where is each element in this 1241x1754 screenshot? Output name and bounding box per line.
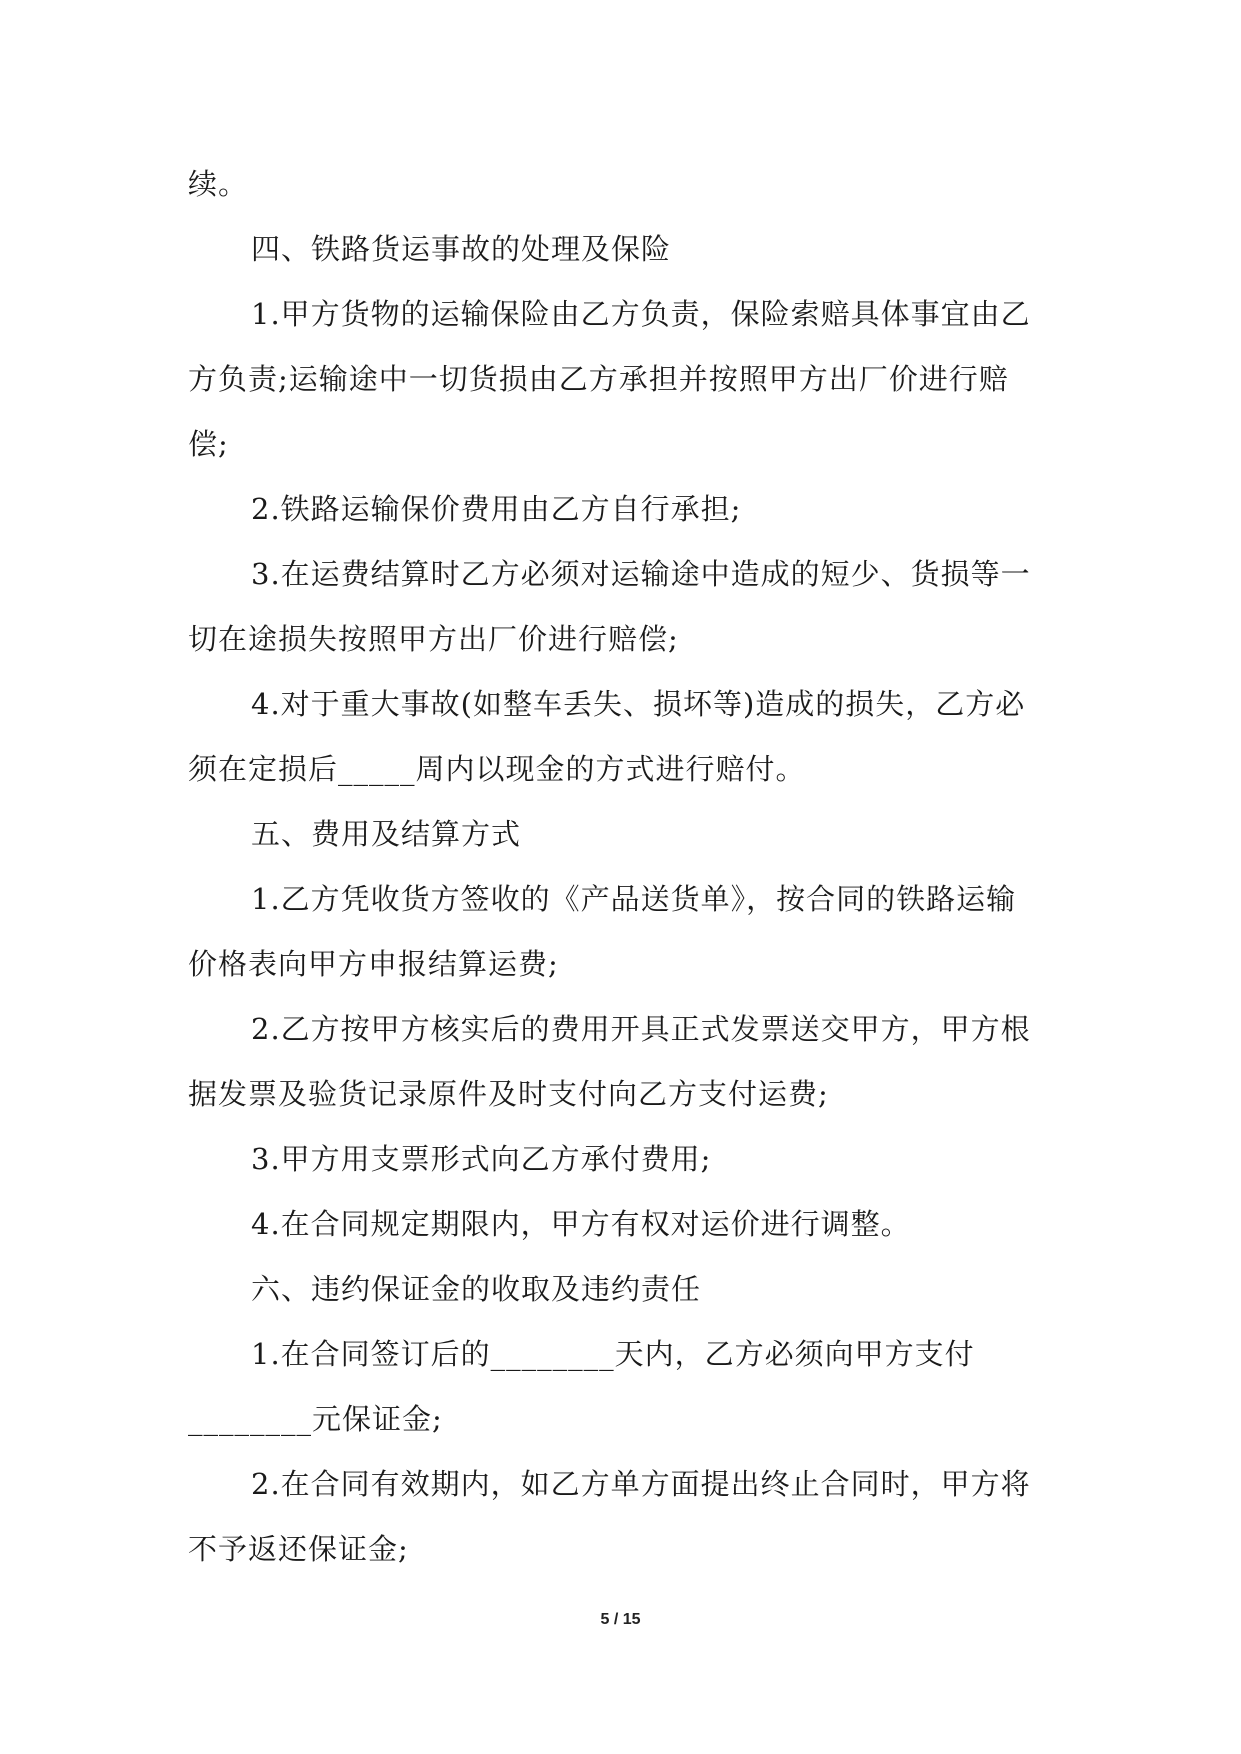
body-line: 4.对于重大事故(如整车丢失、损坏等)造成的损失，乙方必: [251, 687, 1026, 721]
section-heading-6: 六、违约保证金的收取及违约责任: [251, 1272, 702, 1306]
body-line: ________元保证金;: [188, 1402, 443, 1436]
body-line: 方负责;运输途中一切货损由乙方承担并按照甲方出厂价进行赔: [188, 362, 1009, 396]
body-line: 切在途损失按照甲方出厂价进行赔偿;: [188, 622, 679, 656]
body-line: 续。: [188, 167, 249, 201]
body-line: 2.铁路运输保价费用由乙方自行承担;: [251, 492, 742, 526]
body-line: 据发票及验货记录原件及时支付向乙方支付运费;: [188, 1077, 829, 1111]
page-number: 5 / 15: [600, 1611, 641, 1628]
body-line: 4.在合同规定期限内，甲方有权对运价进行调整。: [251, 1207, 911, 1241]
body-line: 偿;: [188, 427, 229, 461]
body-line: 须在定损后_____周内以现金的方式进行赔付。: [188, 752, 806, 786]
body-line: 价格表向甲方申报结算运费;: [188, 947, 559, 981]
body-line: 3.在运费结算时乙方必须对运输途中造成的短少、货损等一: [251, 557, 1031, 591]
contract-body: [188, 152, 1056, 1582]
body-line: 不予返还保证金;: [188, 1532, 409, 1566]
body-line: 2.乙方按甲方核实后的费用开具正式发票送交甲方，甲方根: [251, 1012, 1031, 1046]
body-line: 1.乙方凭收货方签收的《产品送货单》，按合同的铁路运输: [251, 882, 1017, 916]
body-line: 3.甲方用支票形式向乙方承付费用;: [251, 1142, 712, 1176]
body-line: 1.在合同签订后的________天内，乙方必须向甲方支付: [251, 1337, 975, 1371]
body-line: 1.甲方货物的运输保险由乙方负责，保险索赔具体事宜由乙: [251, 297, 1031, 331]
body-line: 2.在合同有效期内，如乙方单方面提出终止合同时，甲方将: [251, 1467, 1031, 1501]
section-heading-4: 四、铁路货运事故的处理及保险: [251, 232, 672, 266]
section-heading-5: 五、费用及结算方式: [251, 817, 522, 851]
